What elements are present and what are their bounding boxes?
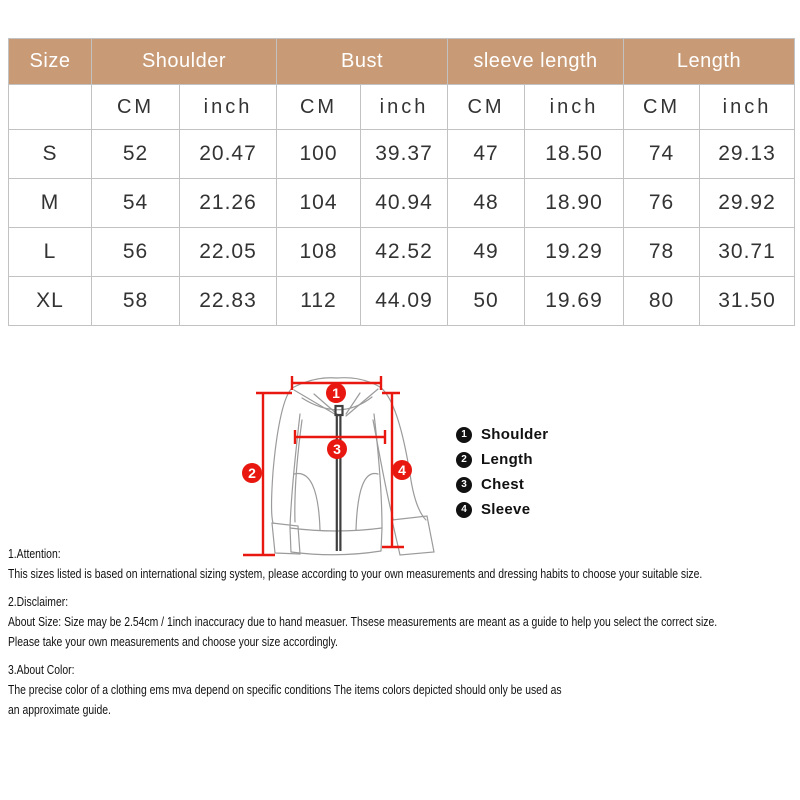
value-cell: 40.94: [361, 179, 448, 228]
marker-4-number: 4: [398, 462, 406, 478]
legend-label: Sleeve: [481, 501, 531, 518]
marker-2-number: 2: [248, 465, 256, 481]
note-section-disclaimer: [8, 592, 800, 652]
hoodie-diagram: [230, 362, 470, 564]
note-title: 2.Disclaimer:: [8, 594, 69, 609]
legend-item-sleeve: [456, 497, 548, 522]
unit-cm: CM: [448, 85, 525, 130]
legend-item-chest: [456, 472, 548, 497]
value-cell: 78: [624, 228, 700, 277]
legend-number-icon: 4: [456, 502, 472, 518]
value-cell: 30.71: [700, 228, 795, 277]
legend-item-length: [456, 447, 548, 472]
legend-label: Length: [481, 451, 533, 468]
measurement-markers: [242, 383, 412, 483]
unit-inch: inch: [180, 85, 277, 130]
value-cell: 42.52: [361, 228, 448, 277]
value-cell: 52: [92, 130, 180, 179]
note-line: The precise color of a clothing ems mva depend on specific conditions The items colors depicted should only be used as: [8, 682, 562, 697]
unit-cm: CM: [92, 85, 180, 130]
size-label: S: [9, 130, 92, 179]
unit-inch: inch: [525, 85, 624, 130]
notes-block: [8, 544, 800, 728]
value-cell: 47: [448, 130, 525, 179]
note-line: About Size: Size may be 2.54cm / 1inch inaccuracy due to hand measuer. Thsese measurements are meant as a guide to help you select the correct size.: [8, 614, 718, 629]
table-row-s: [9, 130, 795, 179]
legend-number-icon: 1: [456, 427, 472, 443]
value-cell: 18.50: [525, 130, 624, 179]
header-shoulder: Shoulder: [92, 39, 277, 85]
note-section-about-color: [8, 660, 800, 720]
value-cell: 80: [624, 277, 700, 326]
legend-number-icon: 2: [456, 452, 472, 468]
marker-1-number: 1: [332, 385, 340, 401]
value-cell: 48: [448, 179, 525, 228]
value-cell: 56: [92, 228, 180, 277]
note-line: This sizes listed is based on international sizing system, please according to your own measurements and dressing habits to choose your suitable size.: [8, 566, 703, 581]
header-length: Length: [624, 39, 795, 85]
value-cell: 100: [277, 130, 361, 179]
unit-cm: CM: [624, 85, 700, 130]
header-bust: Bust: [277, 39, 448, 85]
legend-label: Shoulder: [481, 426, 549, 443]
value-cell: 18.90: [525, 179, 624, 228]
unit-empty-cell: [9, 85, 92, 130]
size-table: [8, 38, 795, 326]
legend-number-icon: 3: [456, 477, 472, 493]
note-section-attention: [8, 544, 800, 584]
value-cell: 50: [448, 277, 525, 326]
unit-inch: inch: [700, 85, 795, 130]
size-label: L: [9, 228, 92, 277]
value-cell: 49: [448, 228, 525, 277]
value-cell: 44.09: [361, 277, 448, 326]
value-cell: 54: [92, 179, 180, 228]
value-cell: 104: [277, 179, 361, 228]
header-size: Size: [9, 39, 92, 85]
unit-inch: inch: [361, 85, 448, 130]
value-cell: 74: [624, 130, 700, 179]
value-cell: 31.50: [700, 277, 795, 326]
note-line: Please take your own measurements and choose your size accordingly.: [8, 634, 338, 649]
value-cell: 76: [624, 179, 700, 228]
marker-3-number: 3: [333, 441, 341, 457]
value-cell: 112: [277, 277, 361, 326]
legend-item-shoulder: [456, 422, 548, 447]
note-title: 3.About Color:: [8, 662, 75, 677]
zipper-icon: [336, 406, 343, 551]
value-cell: 58: [92, 277, 180, 326]
value-cell: 22.05: [180, 228, 277, 277]
unit-cm: CM: [277, 85, 361, 130]
measurement-legend: [456, 422, 548, 522]
size-label: XL: [9, 277, 92, 326]
header-sleeve-length: sleeve length: [448, 39, 624, 85]
table-row-xl: [9, 277, 795, 326]
table-unit-row: [9, 85, 795, 130]
size-label: M: [9, 179, 92, 228]
value-cell: 29.13: [700, 130, 795, 179]
value-cell: 29.92: [700, 179, 795, 228]
value-cell: 19.29: [525, 228, 624, 277]
note-line: an approximate guide.: [8, 702, 111, 717]
table-row-l: [9, 228, 795, 277]
table-row-m: [9, 179, 795, 228]
legend-label: Chest: [481, 476, 525, 493]
value-cell: 20.47: [180, 130, 277, 179]
table-header-row: [9, 39, 795, 85]
value-cell: 22.83: [180, 277, 277, 326]
value-cell: 108: [277, 228, 361, 277]
note-title: 1.Attention:: [8, 546, 61, 561]
value-cell: 19.69: [525, 277, 624, 326]
value-cell: 39.37: [361, 130, 448, 179]
value-cell: 21.26: [180, 179, 277, 228]
